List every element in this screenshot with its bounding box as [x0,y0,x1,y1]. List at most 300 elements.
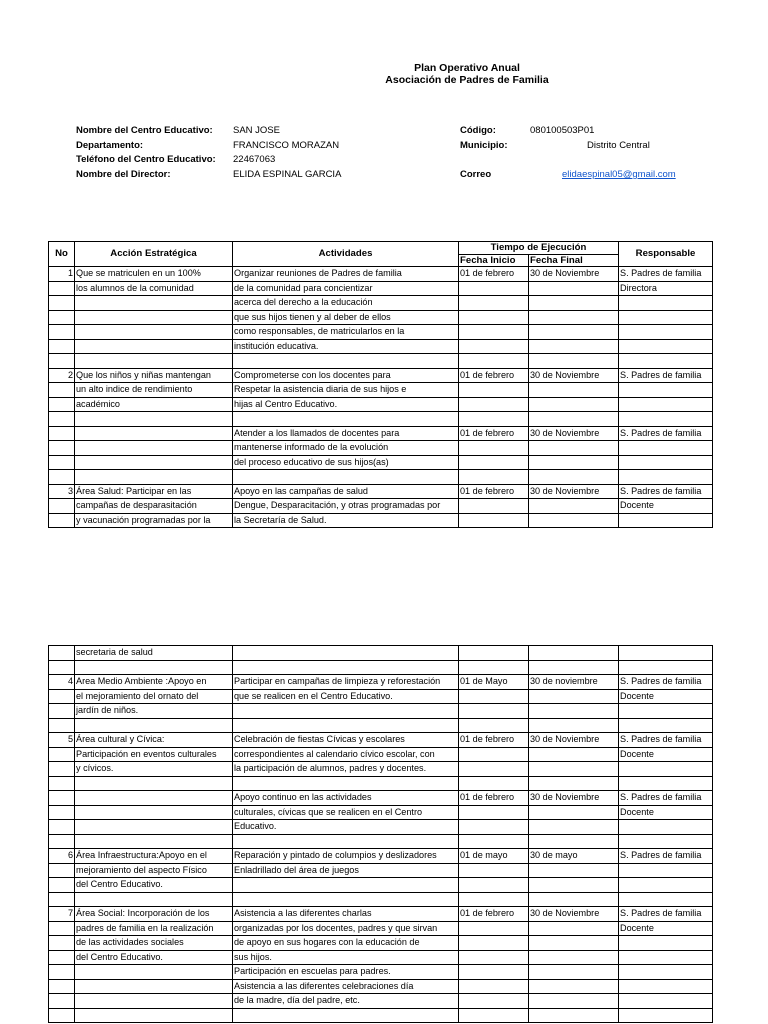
cell-responsable: Docente [619,747,713,762]
cell-responsable [619,412,713,427]
cell-no [49,979,75,994]
cell-actividad [233,354,459,369]
cell-fecha-final [529,412,619,427]
cell-accion: académico [75,397,233,412]
cell-fecha-inicio [459,936,529,951]
code-value: 080100503P01 [530,125,595,136]
cell-fecha-inicio [459,470,529,485]
cell-responsable [619,965,713,980]
cell-responsable: Docente [619,805,713,820]
cell-fecha-final [529,805,619,820]
table-row [49,704,713,719]
director-label: Nombre del Director: [76,169,171,181]
cell-fecha-inicio [459,383,529,398]
plan-table-page-2 [48,645,713,1023]
table-row [49,281,713,296]
cell-responsable [619,820,713,835]
cell-no [49,863,75,878]
cell-fecha-inicio [459,310,529,325]
cell-accion: campañas de desparasitación [75,499,233,514]
table-row [49,1008,713,1023]
cell-actividad [233,718,459,733]
cell-fecha-inicio: 01 de febrero [459,368,529,383]
cell-fecha-final [529,762,619,777]
cell-responsable: S. Padres de familia [619,907,713,922]
cell-accion [75,892,233,907]
cell-fecha-final [529,747,619,762]
table-body-page-2 [49,646,713,1023]
cell-fecha-final [529,660,619,675]
cell-actividad: Comprometerse con los docentes para [233,368,459,383]
cell-fecha-inicio: 01 de febrero [459,733,529,748]
cell-actividad: Respetar la asistencia diaria de sus hijos e [233,383,459,398]
table-row [49,994,713,1009]
cell-responsable [619,296,713,311]
cell-no [49,499,75,514]
cell-actividad: sus hijos. [233,950,459,965]
document-title [0,62,768,86]
cell-fecha-inicio [459,704,529,719]
cell-no [49,689,75,704]
cell-fecha-inicio [459,325,529,340]
cell-fecha-final: 30 de mayo [529,849,619,864]
phone-label: Teléfono del Centro Educativo: [76,154,216,166]
cell-no [49,397,75,412]
cell-fecha-inicio [459,646,529,661]
cell-accion: secretaria de salud [75,646,233,661]
table-row [49,747,713,762]
cell-actividad: de la madre, día del padre, etc. [233,994,459,1009]
cell-fecha-final [529,441,619,456]
cell-actividad: organizadas por los docentes, padres y que sirvan [233,921,459,936]
cell-accion [75,820,233,835]
cell-fecha-final [529,470,619,485]
cell-fecha-inicio [459,1008,529,1023]
cell-fecha-inicio [459,281,529,296]
cell-fecha-final [529,296,619,311]
cell-no [49,310,75,325]
cell-accion: Área Salud: Participar en las [75,484,233,499]
cell-actividad: institución educativa. [233,339,459,354]
cell-accion [75,339,233,354]
cell-no [49,412,75,427]
cell-fecha-final [529,979,619,994]
cell-no [49,660,75,675]
cell-fecha-inicio [459,820,529,835]
cell-responsable [619,339,713,354]
table-row [49,863,713,878]
cell-no [49,878,75,893]
cell-responsable: Directora [619,281,713,296]
table-row [49,310,713,325]
cell-actividad: de apoyo en sus hogares con la educación de [233,936,459,951]
cell-accion: los alumnos de la comunidad [75,281,233,296]
cell-fecha-final [529,383,619,398]
cell-fecha-final [529,892,619,907]
cell-fecha-final [529,834,619,849]
cell-fecha-inicio [459,689,529,704]
cell-actividad: culturales, cívicas que se realicen en el Centro [233,805,459,820]
cell-fecha-inicio [459,950,529,965]
cell-no: 7 [49,907,75,922]
table-row [49,426,713,441]
cell-no [49,820,75,835]
cell-fecha-inicio: 01 de febrero [459,907,529,922]
cell-actividad [233,412,459,427]
cell-responsable [619,950,713,965]
cell-fecha-final [529,878,619,893]
cell-fecha-inicio [459,455,529,470]
cell-no [49,470,75,485]
cell-fecha-inicio [459,979,529,994]
cell-actividad: Apoyo continuo en las actividades [233,791,459,806]
cell-responsable: Docente [619,921,713,936]
cell-responsable [619,470,713,485]
cell-responsable [619,762,713,777]
cell-actividad: Participar en campañas de limpieza y reforestación [233,675,459,690]
table-row [49,762,713,777]
cell-no [49,704,75,719]
info-values-left [233,124,341,183]
table-row [49,484,713,499]
cell-accion [75,325,233,340]
cell-no: 4 [49,675,75,690]
cell-fecha-inicio: 01 de febrero [459,426,529,441]
cell-actividad: hijas al Centro Educativo. [233,397,459,412]
table-row [49,834,713,849]
cell-accion: jardín de niños. [75,704,233,719]
cell-actividad [233,776,459,791]
cell-fecha-final: 30 de noviembre [529,675,619,690]
cell-fecha-final: 30 de Noviembre [529,426,619,441]
cell-actividad: Educativo. [233,820,459,835]
cell-actividad: Atender a los llamados de docentes para [233,426,459,441]
cell-fecha-final [529,646,619,661]
cell-responsable: S. Padres de familia [619,426,713,441]
table-row [49,805,713,820]
cell-responsable: S. Padres de familia [619,484,713,499]
cell-no [49,281,75,296]
cell-actividad: mantenerse informado de la evolución [233,441,459,456]
table-row [49,325,713,340]
cell-accion [75,834,233,849]
cell-fecha-inicio [459,747,529,762]
cell-no [49,805,75,820]
cell-responsable: S. Padres de familia [619,791,713,806]
cell-no [49,354,75,369]
cell-responsable: S. Padres de familia [619,675,713,690]
info-labels-left [76,124,216,183]
cell-responsable [619,1008,713,1023]
cell-actividad [233,834,459,849]
table-row [49,689,713,704]
cell-fecha-final [529,499,619,514]
table-row [49,455,713,470]
cell-actividad [233,878,459,893]
table-row [49,907,713,922]
table-row [49,470,713,485]
cell-fecha-final [529,1008,619,1023]
table-row [49,646,713,661]
cell-accion [75,470,233,485]
cell-fecha-final [529,776,619,791]
table-row [49,892,713,907]
cell-accion [75,441,233,456]
cell-actividad: la Secretaría de Salud. [233,513,459,528]
cell-actividad [233,646,459,661]
cell-fecha-final [529,281,619,296]
cell-accion [75,776,233,791]
cell-accion: Que los niños y niñas mantengan [75,368,233,383]
cell-fecha-inicio [459,878,529,893]
cell-accion: y cívicos. [75,762,233,777]
table-row [49,397,713,412]
cell-accion: mejoramiento del aspecto Físico [75,863,233,878]
table-row [49,950,713,965]
cell-actividad: Reparación y pintado de columpios y deslizadores [233,849,459,864]
cell-actividad: Dengue, Desparacitación, y otras programadas por [233,499,459,514]
cell-accion [75,965,233,980]
cell-responsable [619,455,713,470]
cell-no [49,513,75,528]
cell-responsable [619,354,713,369]
cell-fecha-inicio [459,441,529,456]
header-fecha-final: Fecha Final [529,255,619,267]
cell-no [49,747,75,762]
cell-actividad [233,470,459,485]
cell-actividad: correspondientes al calendario cívico escolar, con [233,747,459,762]
cell-fecha-inicio: 01 de mayo [459,849,529,864]
cell-actividad [233,892,459,907]
cell-actividad: la participación de alumnos, padres y docentes. [233,762,459,777]
cell-accion: del Centro Educativo. [75,878,233,893]
cell-responsable [619,936,713,951]
table-row [49,776,713,791]
cell-no [49,950,75,965]
plan-table-page-1 [48,241,713,528]
cell-accion: Que se matriculen en un 100% [75,267,233,282]
cell-actividad [233,704,459,719]
cell-responsable [619,979,713,994]
cell-responsable [619,513,713,528]
cell-accion: Área Infraestructura:Apoyo en el [75,849,233,864]
table-row [49,718,713,733]
cell-fecha-final [529,354,619,369]
cell-responsable: S. Padres de familia [619,733,713,748]
cell-fecha-inicio [459,354,529,369]
cell-accion [75,354,233,369]
department-value: FRANCISCO MORAZAN [233,139,340,151]
cell-responsable [619,878,713,893]
cell-fecha-inicio [459,513,529,528]
cell-actividad: Organizar reuniones de Padres de familia [233,267,459,282]
cell-accion [75,455,233,470]
cell-fecha-final [529,936,619,951]
cell-responsable: S. Padres de familia [619,849,713,864]
cell-no [49,776,75,791]
cell-fecha-inicio [459,776,529,791]
cell-no: 1 [49,267,75,282]
cell-fecha-final: 30 de Noviembre [529,368,619,383]
table-row [49,499,713,514]
cell-no [49,441,75,456]
table-row [49,791,713,806]
cell-actividad [233,1008,459,1023]
cell-no [49,834,75,849]
cell-fecha-final [529,863,619,878]
title-line-1: Plan Operativo Anual [414,62,520,74]
cell-accion: un alto indice de rendimiento [75,383,233,398]
cell-no [49,965,75,980]
table-row [49,296,713,311]
cell-accion [75,296,233,311]
table-row [49,936,713,951]
table-row [49,383,713,398]
phone-value: 22467063 [233,154,276,166]
cell-actividad: del proceso educativo de sus hijos(as) [233,455,459,470]
cell-accion [75,718,233,733]
cell-responsable: S. Padres de familia [619,368,713,383]
email-label: Correo [460,169,492,181]
cell-fecha-final [529,950,619,965]
cell-accion [75,1008,233,1023]
cell-accion: el mejoramiento del ornato del [75,689,233,704]
cell-fecha-inicio [459,805,529,820]
cell-accion [75,994,233,1009]
cell-no [49,762,75,777]
header-no: No [49,242,75,267]
cell-responsable [619,397,713,412]
cell-accion [75,805,233,820]
department-label: Departamento: [76,139,144,151]
cell-fecha-final: 30 de Noviembre [529,733,619,748]
table-row [49,441,713,456]
cell-actividad: acerca del derecho a la educación [233,296,459,311]
cell-no [49,718,75,733]
table-row [49,820,713,835]
cell-fecha-final [529,689,619,704]
cell-no [49,791,75,806]
cell-responsable [619,834,713,849]
cell-fecha-final [529,820,619,835]
table-row [49,267,713,282]
cell-fecha-inicio [459,762,529,777]
cell-no [49,339,75,354]
cell-no [49,1008,75,1023]
email-link[interactable]: elidaespinal05@gmail.com [562,169,676,181]
cell-fecha-final [529,921,619,936]
cell-responsable: Docente [619,689,713,704]
cell-fecha-final [529,397,619,412]
table-row [49,849,713,864]
cell-fecha-inicio [459,994,529,1009]
cell-fecha-inicio [459,412,529,427]
table-row [49,733,713,748]
header-actividades: Actividades [233,242,459,267]
cell-actividad: Apoyo en las campañas de salud [233,484,459,499]
cell-fecha-inicio [459,296,529,311]
cell-actividad: Asistencia a las diferentes charlas [233,907,459,922]
cell-fecha-inicio [459,921,529,936]
cell-actividad: que se realicen en el Centro Educativo. [233,689,459,704]
cell-responsable [619,646,713,661]
cell-responsable [619,310,713,325]
cell-fecha-final [529,455,619,470]
cell-no [49,383,75,398]
cell-no [49,325,75,340]
cell-no [49,994,75,1009]
table-row [49,513,713,528]
school-label: Nombre del Centro Educativo: [76,125,213,136]
cell-fecha-inicio: 01 de febrero [459,791,529,806]
table-row [49,675,713,690]
cell-fecha-final: 30 de Noviembre [529,907,619,922]
code-label: Código: [460,125,496,136]
cell-responsable [619,863,713,878]
cell-actividad: de la comunidad para concientizar [233,281,459,296]
cell-accion [75,426,233,441]
cell-fecha-inicio [459,834,529,849]
cell-actividad: como responsables, de matricularlos en la [233,325,459,340]
cell-no [49,892,75,907]
cell-responsable [619,660,713,675]
cell-fecha-inicio [459,499,529,514]
cell-no: 6 [49,849,75,864]
cell-fecha-inicio [459,660,529,675]
table-row [49,878,713,893]
cell-fecha-final [529,718,619,733]
table-row [49,921,713,936]
cell-accion [75,979,233,994]
cell-responsable: S. Padres de familia [619,267,713,282]
cell-responsable [619,441,713,456]
cell-fecha-final: 30 de Noviembre [529,484,619,499]
info-labels-right [460,124,508,183]
table-row [49,979,713,994]
cell-fecha-final: 30 de Noviembre [529,267,619,282]
cell-accion: de las actividades sociales [75,936,233,951]
table-row [49,660,713,675]
cell-no [49,936,75,951]
school-value: SAN JOSE [233,125,280,136]
cell-no [49,426,75,441]
cell-fecha-final [529,310,619,325]
header-accion: Acción Estratégica [75,242,233,267]
table-row [49,339,713,354]
cell-accion: Participación en eventos culturales [75,747,233,762]
cell-fecha-inicio [459,965,529,980]
cell-fecha-inicio [459,892,529,907]
cell-fecha-inicio [459,863,529,878]
cell-actividad [233,660,459,675]
cell-fecha-final [529,704,619,719]
cell-fecha-final: 30 de Noviembre [529,791,619,806]
cell-accion: del Centro Educativo. [75,950,233,965]
cell-fecha-inicio: 01 de febrero [459,484,529,499]
cell-fecha-inicio: 01 de Mayo [459,675,529,690]
cell-fecha-final [529,339,619,354]
cell-accion [75,791,233,806]
header-tiempo: Tiempo de Ejecución [459,242,619,255]
cell-actividad: Participación en escuelas para padres. [233,965,459,980]
cell-responsable [619,704,713,719]
cell-no: 5 [49,733,75,748]
cell-fecha-inicio [459,339,529,354]
cell-responsable [619,994,713,1009]
cell-accion: Área Social: Incorporación de los [75,907,233,922]
municipio-value: Distrito Central [587,139,650,151]
cell-fecha-inicio [459,718,529,733]
